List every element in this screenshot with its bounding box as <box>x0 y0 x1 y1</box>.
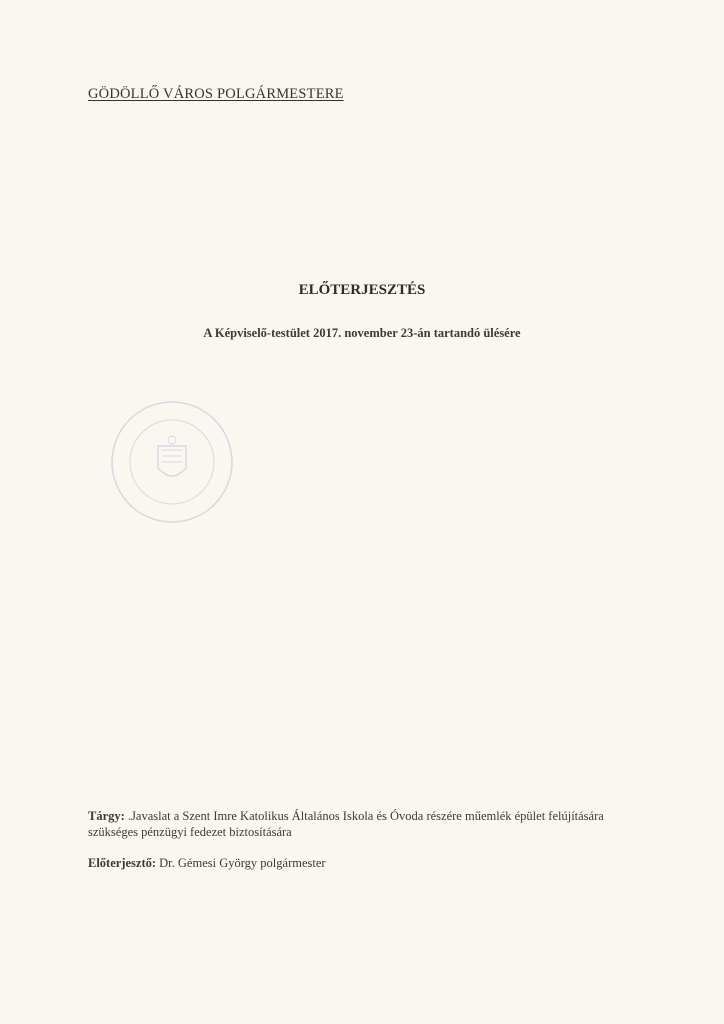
official-seal-icon <box>108 398 236 526</box>
document-subtitle: A Képviselő-testület 2017. november 23-án tartandó ülésére <box>203 326 521 340</box>
issuing-authority: GÖDÖLLŐ VÁROS POLGÁRMESTERE <box>88 86 344 102</box>
presenter-label: Előterjesztő: <box>88 856 157 870</box>
subject-text: .Javaslat a Szent Imre Katolikus Általános Iskola és Óvoda részére műemlék épület felújítására szükséges pénzügyi fedezet biztosítására <box>88 809 604 839</box>
document-title: ELŐTERJESZTÉS <box>298 282 426 298</box>
presenter-block <box>88 856 326 871</box>
subject-block <box>88 808 648 840</box>
subject-label: Tárgy: <box>88 809 125 823</box>
presenter-text: Dr. Gémesi György polgármester <box>156 856 326 870</box>
